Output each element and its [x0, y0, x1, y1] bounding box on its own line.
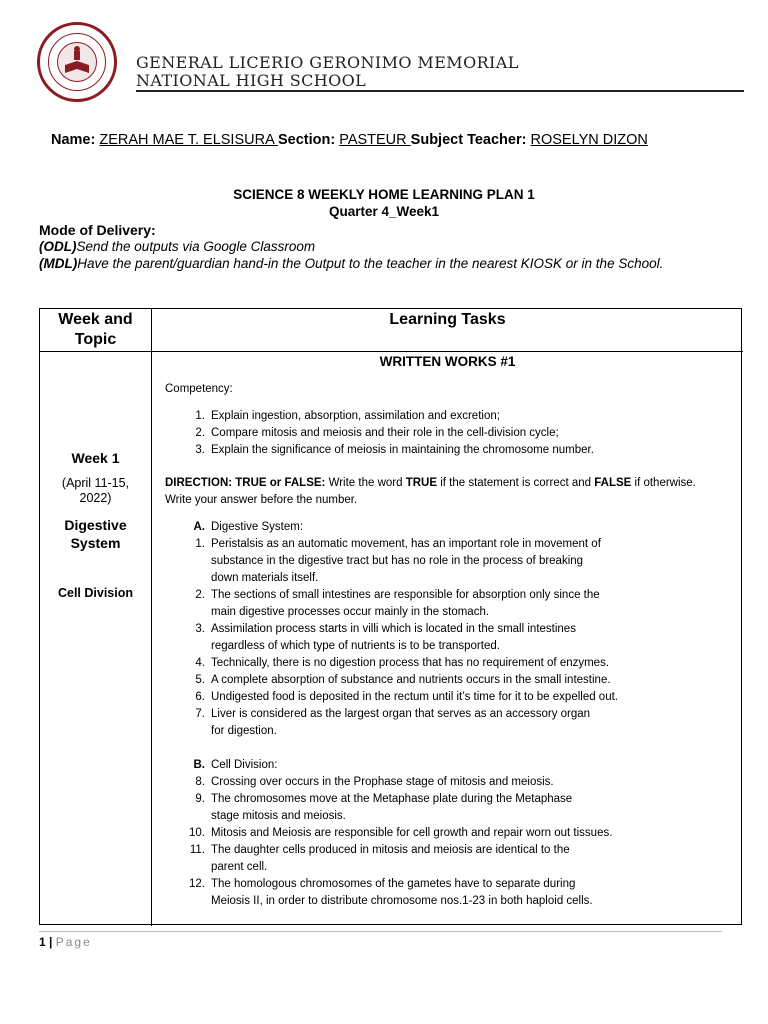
direction-true: TRUE [405, 477, 438, 489]
written-works-title: WRITTEN WORKS #1 [379, 354, 516, 369]
plan-quarter: Quarter 4_Week1 [328, 204, 440, 219]
week-topic-header-line2: Topic [74, 331, 117, 348]
learning-plan-table [39, 308, 742, 925]
item-text: The daughter cells produced in mitosis and meiosis are identical to the [211, 844, 570, 856]
topic1-line1: Digestive [64, 517, 127, 533]
student-info-line [51, 132, 648, 148]
direction-label: DIRECTION: TRUE or FALSE: [165, 477, 326, 489]
school-name-line1: GENERAL LICERIO GERONIMO MEMORIAL [136, 53, 519, 72]
item-text: Crossing over occurs in the Prophase stage of mitosis and meiosis. [211, 776, 554, 788]
mdl-text: Have the parent/guardian hand-in the Output to the teacher in the nearest KIOSK or in the School. [77, 256, 664, 271]
part-b-letter: B. [193, 759, 205, 771]
item-number: 1. [195, 410, 205, 422]
item-text: stage mitosis and meiosis. [211, 810, 346, 822]
item-text: The sections of small intestines are responsible for absorption only since the [211, 589, 600, 601]
competency-label: Competency: [165, 383, 233, 395]
topic1-line2: System [70, 535, 121, 551]
item-text: Meiosis II, in order to distribute chromosome nos.1-23 in both haploid cells. [211, 895, 593, 907]
direction-part3: if otherwise. Write your answer before the number. [165, 477, 696, 506]
item-number: 12. [189, 878, 205, 890]
item-text: The chromosomes move at the Metaphase plate during the Metaphase [211, 793, 573, 805]
item-number: 7. [195, 708, 205, 720]
odl-label: ODL) [43, 239, 77, 254]
school-name-line2: NATIONAL HIGH SCHOOL [136, 71, 367, 90]
direction-part2: if the statement is correct and [437, 477, 595, 489]
item-number: 3. [195, 623, 205, 635]
item-text: Compare mitosis and meiosis and their role in the cell-division cycle; [211, 427, 559, 439]
item-number: 1. [195, 538, 205, 550]
week-topic-header [40, 310, 151, 350]
odl-open: ( [39, 239, 44, 254]
item-text: regardless of which type of nutrients is to be transported. [211, 640, 500, 652]
item-text: Peristalsis as an automatic movement, has an important role in movement of [211, 538, 601, 550]
header-divider [136, 90, 744, 92]
item-text: Liver is considered as the largest organ that serves as an accessory organ [211, 708, 591, 720]
footer-divider [39, 931, 722, 932]
item-text: parent cell. [211, 861, 268, 873]
week-label: Week 1 [71, 450, 120, 466]
item-text: Mitosis and Meiosis are responsible for cell growth and repair worn out tissues. [211, 827, 613, 839]
section-value: PASTEUR [339, 132, 411, 148]
teacher-value: ROSELYN DIZON [530, 132, 648, 148]
direction-part1: Write the word [325, 477, 406, 489]
page-separator: | [45, 935, 56, 949]
mode-mdl [39, 256, 663, 271]
topic-cell-division: Cell Division [57, 586, 134, 600]
page-word: Page [55, 935, 92, 949]
item-number: 6. [195, 691, 205, 703]
mode-title: Mode of Delivery: [39, 222, 156, 238]
seal-book-icon [40, 25, 114, 99]
odl-text: Send the outputs via Google Classroom [76, 239, 316, 254]
item-text: substance in the digestive tract but has no role in the process of breaking [211, 555, 584, 567]
dates-line2: 2022) [79, 491, 112, 505]
item-number: 8. [195, 776, 205, 788]
school-seal-icon [37, 22, 117, 102]
item-number: 11. [189, 844, 205, 856]
learning-tasks-header: Learning Tasks [389, 311, 506, 328]
part-a-title: Digestive System: [211, 521, 304, 533]
direction-false: FALSE [594, 477, 632, 489]
teacher-label: Subject Teacher: [410, 132, 527, 148]
week-dates [40, 476, 151, 506]
column-divider [151, 309, 152, 926]
page-number [39, 935, 92, 949]
item-number: 5. [195, 674, 205, 686]
item-text: The homologous chromosomes of the gametes have to separate during [211, 878, 576, 890]
item-text: Technically, there is no digestion process that has no requirement of enzymes. [211, 657, 610, 669]
item-text: Explain ingestion, absorption, assimilation and excretion; [211, 410, 500, 422]
item-number: 3. [195, 444, 205, 456]
item-number: 2. [195, 589, 205, 601]
direction-text [165, 475, 725, 509]
item-text: for digestion. [211, 725, 277, 737]
mdl-label: (MDL) [39, 256, 78, 271]
item-number: 2. [195, 427, 205, 439]
plan-title: SCIENCE 8 WEEKLY HOME LEARNING PLAN 1 [233, 187, 535, 202]
item-number: 9. [195, 793, 205, 805]
item-text: main digestive processes occur mainly in the stomach. [211, 606, 490, 618]
header-row-divider [40, 351, 743, 352]
topic-digestive-system [40, 516, 151, 552]
item-number: 10. [189, 827, 205, 839]
item-text: Assimilation process starts in villi which is located in the small intestines [211, 623, 576, 635]
item-text: Explain the significance of meiosis in maintaining the chromosome number. [211, 444, 594, 456]
week-topic-header-line1: Week and [58, 311, 133, 328]
mode-odl [39, 239, 315, 254]
name-value: ZERAH MAE T. ELSISURA [99, 132, 278, 148]
item-text: Undigested food is deposited in the rectum until it’s time for it to be expelled out. [211, 691, 618, 703]
item-text: down materials itself. [211, 572, 319, 584]
part-a-letter: A. [193, 521, 205, 533]
part-b-title: Cell Division: [211, 759, 278, 771]
section-label: Section: [277, 132, 336, 148]
item-text: A complete absorption of substance and nutrients occurs in the small intestine. [211, 674, 611, 686]
item-number: 4. [195, 657, 205, 669]
dates-line1: (April 11-15, [61, 476, 130, 490]
name-label: Name: [51, 132, 96, 148]
school-name [136, 54, 519, 90]
page-number-value: 1 [39, 935, 46, 949]
